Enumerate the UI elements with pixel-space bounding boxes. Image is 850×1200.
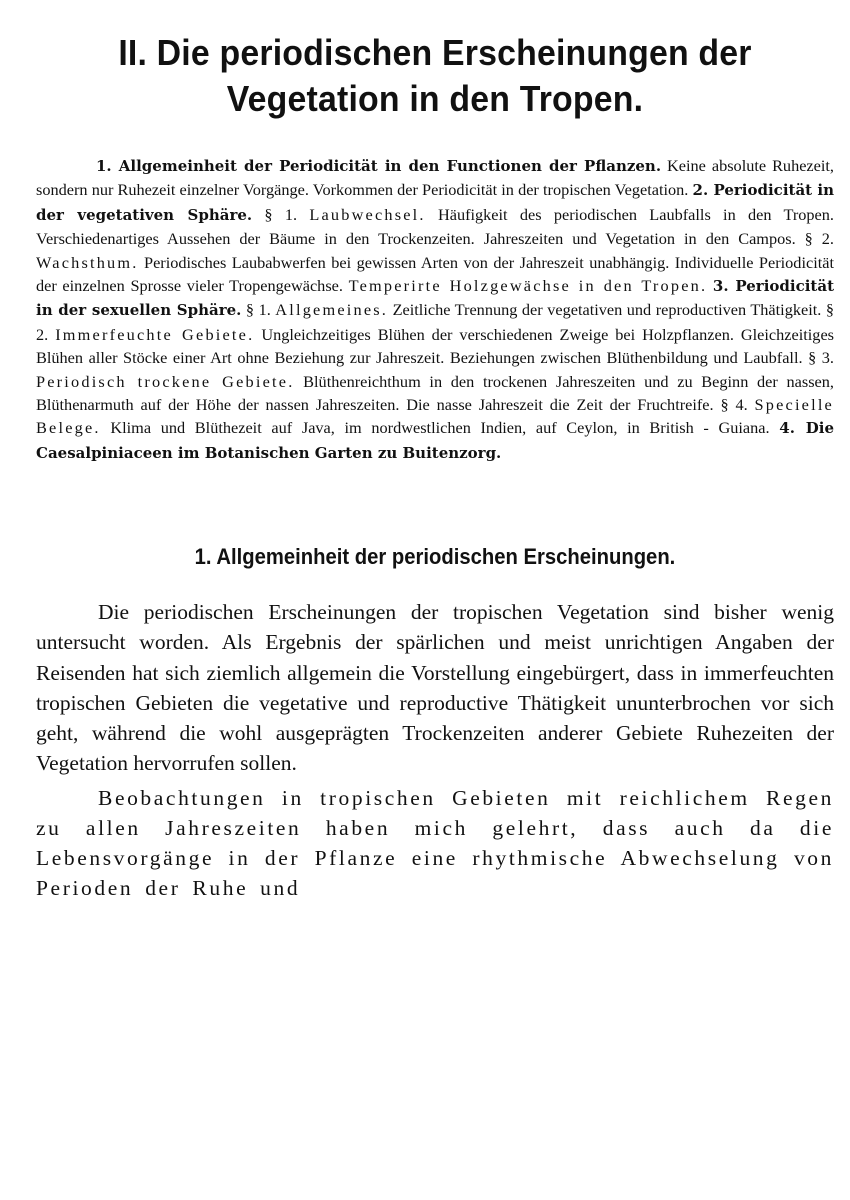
summary-text: Periodisches Laubabwerfen bei gewissen Arten von der Jahreszeit unabhängig. Individuelle Periodicität der einzelnen Sprosse vieler Tropengewächse. [36,252,834,296]
summary-spaced-term: Wachsthum. [36,252,139,272]
summary-text: Häufigkeit des periodischen Laubfalls in den Tropen. Verschiedenartiges Aussehen der Bäume in den Trockenzeiten. Jahreszeiten und Vegetation in den Campos. § 2. [36,204,834,249]
summary-spaced-term: Specielle Belege. [36,395,834,438]
summary-spaced-term: Periodisch trockene Gebiete. [36,371,295,391]
section-heading: 1. Allgemeinheit der periodischen Erscheinungen. [194,544,676,570]
summary-section-4-title: 4. Die Caesalpiniaceen im Botanischen Garten zu Buitenzorg. [36,419,834,462]
summary-text: Keine absolute Ruhezeit, sondern nur Ruhezeit einzelner Vorgänge. Vorkommen der Periodicität in der tropischen Vegetation. [36,156,835,200]
summary-text: Klima und Blüthezeit auf Java, im nordwestlichen Indien, auf Ceylon, in British - Guiana. [100,418,780,438]
chapter-title [60,30,810,122]
summary-text: Ungleichzeitiges Blühen der verschiedenen Zweige bei Holzpflanzen. Gleichzeitiges Blühen aller Stöcke einer Art ohne Beziehung zur Jahreszeit. Beziehungen zwischen Blüthenbildung und Laubfall. § 3. [36,324,835,368]
summary-text: Zeitliche Trennung der vegetativen und reproductiven Thätigkeit. § 2. [36,300,834,344]
summary-text: § 1. [252,204,310,224]
body-paragraph-2: Beobachtungen in tropischen Gebieten mit reichlichem Regen zu allen Jahreszeiten haben mich gelehrt, dass auch da die Lebensvorgänge in der Pflanze eine rhythmische Abwechselung von Perioden der Ruhe und [36,785,834,901]
summary-section-3-title: 3. Periodicität in der sexuellen Sphäre. [36,277,834,320]
summary-spaced-term: Immerfeuchte Gebiete. [55,324,255,344]
chapter-summary [36,154,834,465]
summary-text: Blüthenreichthum in den trockenen Jahreszeiten und zu Beginn der nassen, Blüthenarmuth auf der Höhe der nassen Jahreszeiten. Die nasse Jahreszeit die Zeit der Fruchtreife. § 4. [36,371,834,415]
body-paragraph-1: Die periodischen Erscheinungen der tropischen Vegetation sind bisher wenig untersucht worden. Als Ergebnis der spärlichen und meist unrichtigen Angaben der Reisenden hat sich ziemlich allgemein die Vorstellung eingebürgert, dass in immerfeuchten tropischen Gebieten die vegetative und reproductive Thätigkeit ununterbrochen vor sich geht, während die wohl ausgeprägten Trockenzeiten anderer Gebiete Ruhezeiten der Vegetation hervorrufen sollen. [36,600,834,776]
summary-section-2-title: 2. Periodicität in der vegetativen Sphäre. [36,181,834,224]
chapter-title-line-2: Vegetation in den Tropen. [226,78,644,119]
book-page [36,30,834,903]
chapter-title-line-1: II. Die periodischen Erscheinungen der [118,32,752,73]
summary-spaced-term: Temperirte Holzgewächse in den Tropen. [348,276,708,296]
summary-spaced-term: Allgemeines. [275,300,389,320]
summary-section-1-title: 1. Allgemeinheit der Periodicität in den Functionen der Pflanzen. [96,157,662,175]
summary-spaced-term: Laubwechsel. [309,204,426,224]
summary-text: § 1. [241,300,276,320]
